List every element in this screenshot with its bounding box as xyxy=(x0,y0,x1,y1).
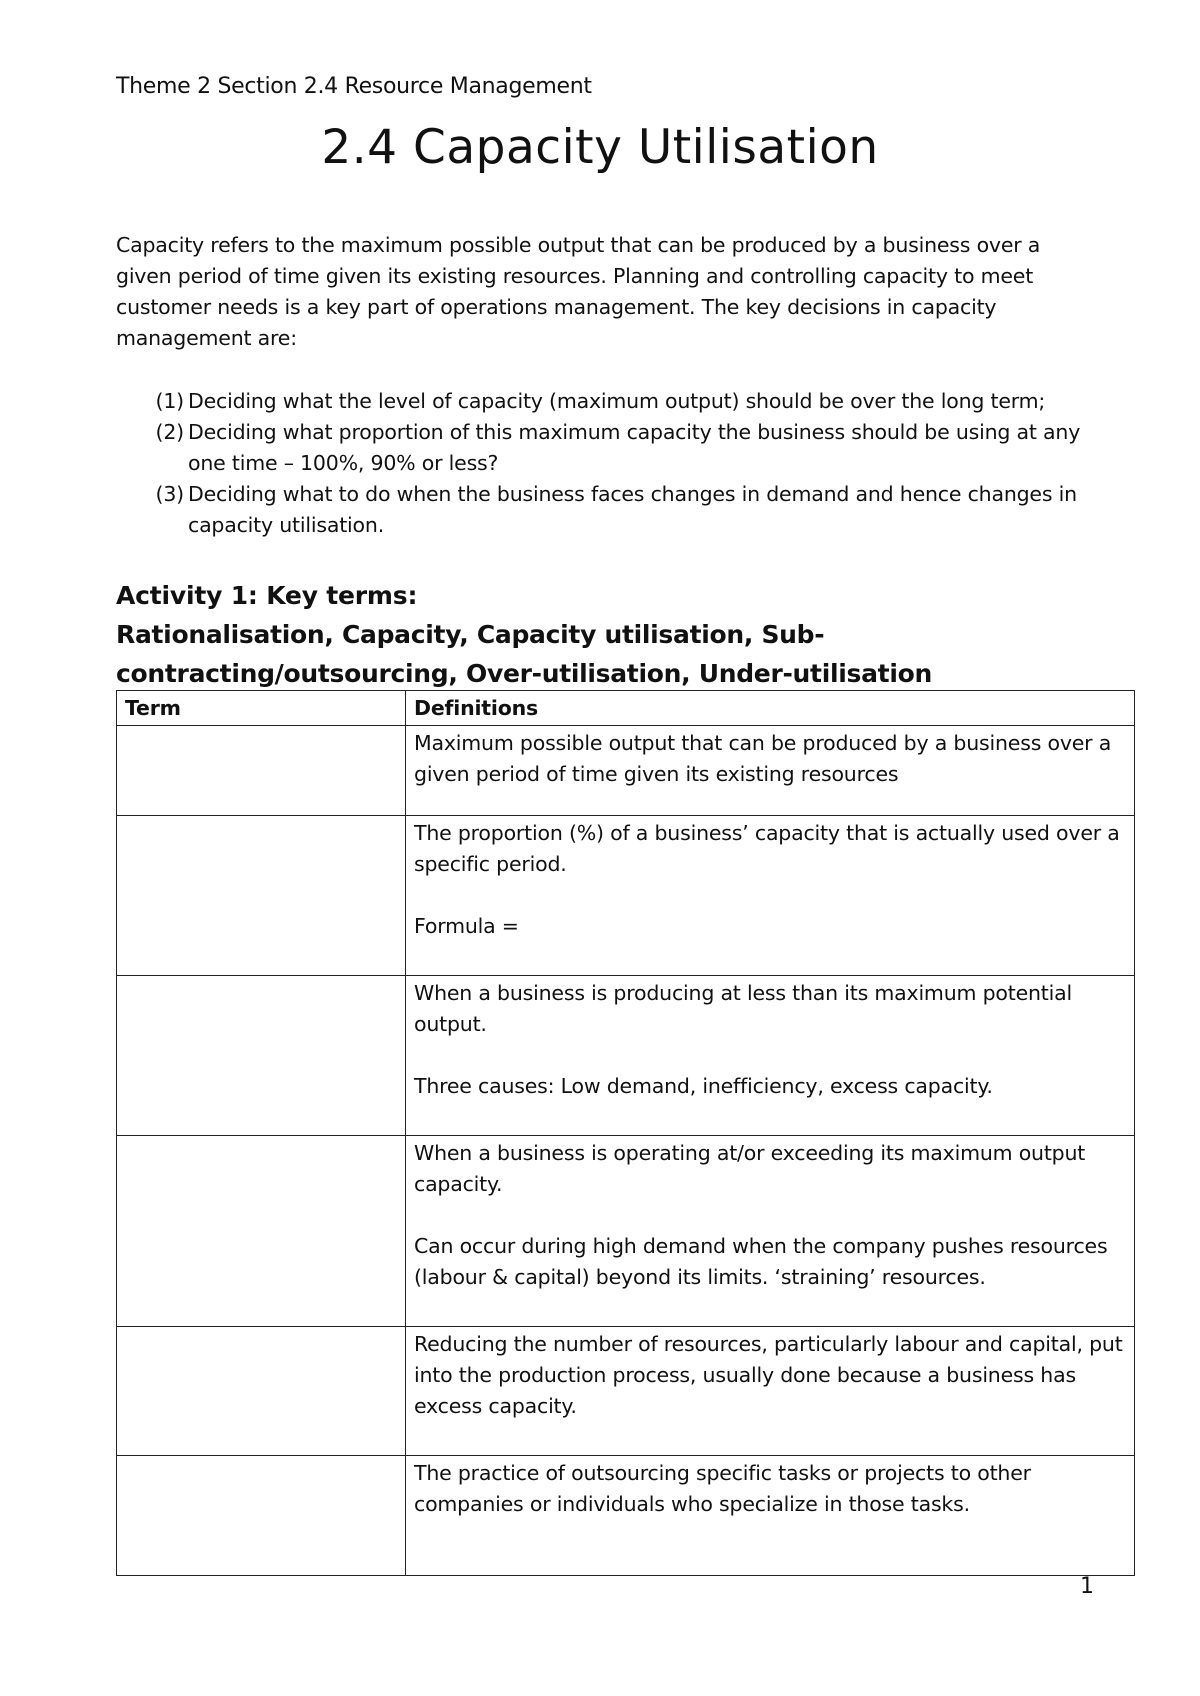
table-row xyxy=(117,726,1135,816)
definition-cell xyxy=(406,726,1135,816)
definition-text: The proportion (%) of a business’ capacity that is actually used over a specific period. xyxy=(414,821,1120,876)
table-row xyxy=(117,1327,1135,1456)
table-row xyxy=(117,1136,1135,1327)
decision-list xyxy=(116,386,1096,541)
table-header-row xyxy=(117,691,1135,726)
list-item xyxy=(116,417,1096,479)
table-row xyxy=(117,1456,1135,1576)
definition-text: Can occur during high demand when the company pushes resources (labour & capital) beyond its limits. ‘straining’ resources. xyxy=(414,1234,1108,1289)
list-item-number: (3) xyxy=(155,482,184,506)
list-item-number: (2) xyxy=(155,420,184,444)
definition-text: Formula = xyxy=(414,914,519,938)
table-row xyxy=(117,976,1135,1136)
table-row xyxy=(117,816,1135,976)
definition-text: When a business is producing at less than its maximum potential output. xyxy=(414,981,1072,1036)
running-header: Theme 2 Section 2.4 Resource Management xyxy=(116,74,592,99)
term-answer-cell[interactable] xyxy=(117,1327,406,1456)
activity-key-terms: Rationalisation, Capacity, Capacity utilisation, Sub-contracting/outsourcing, Over-utilisation, Under-utilisation xyxy=(116,620,932,688)
term-answer-cell[interactable] xyxy=(117,976,406,1136)
list-item-number: (1) xyxy=(155,389,184,413)
page-number: 1 xyxy=(1080,1574,1094,1599)
definition-cell xyxy=(406,1327,1135,1456)
list-item-text: Deciding what proportion of this maximum capacity the business should be using at any one time – 100%, 90% or less? xyxy=(188,420,1081,475)
definition-cell xyxy=(406,1136,1135,1327)
definition-cell xyxy=(406,976,1135,1136)
list-item-text: Deciding what to do when the business faces changes in demand and hence changes in capacity utilisation. xyxy=(188,482,1077,537)
definition-text: The practice of outsourcing specific tasks or projects to other companies or individuals who specialize in those tasks. xyxy=(414,1461,1031,1516)
definition-text: Three causes: Low demand, inefficiency, excess capacity. xyxy=(414,1074,993,1098)
definition-cell xyxy=(406,816,1135,976)
definition-text: When a business is operating at/or exceeding its maximum output capacity. xyxy=(414,1141,1086,1196)
term-answer-cell[interactable] xyxy=(117,1456,406,1576)
list-item xyxy=(116,479,1096,541)
column-header-term: Term xyxy=(117,691,406,726)
term-answer-cell[interactable] xyxy=(117,726,406,816)
page-title: 2.4 Capacity Utilisation xyxy=(321,120,879,175)
definition-cell xyxy=(406,1456,1135,1576)
key-terms-table xyxy=(116,690,1135,1576)
definition-text: Reducing the number of resources, particularly labour and capital, put into the production process, usually done because a business has excess capacity. xyxy=(414,1332,1123,1418)
term-answer-cell[interactable] xyxy=(117,1136,406,1327)
list-item-text: Deciding what the level of capacity (maximum output) should be over the long term; xyxy=(188,389,1046,413)
intro-paragraph: Capacity refers to the maximum possible output that can be produced by a business over a given period of time given its existing resources. Planning and controlling capacity to meet customer needs is a key part of operations management. The key decisions in capacity management are: xyxy=(116,233,1041,350)
activity-heading: Activity 1: Key terms: xyxy=(116,581,418,610)
definition-text: Maximum possible output that can be produced by a business over a given period of time given its existing resources xyxy=(414,731,1112,786)
term-answer-cell[interactable] xyxy=(117,816,406,976)
list-item xyxy=(116,386,1096,417)
column-header-definitions: Definitions xyxy=(406,691,1135,726)
